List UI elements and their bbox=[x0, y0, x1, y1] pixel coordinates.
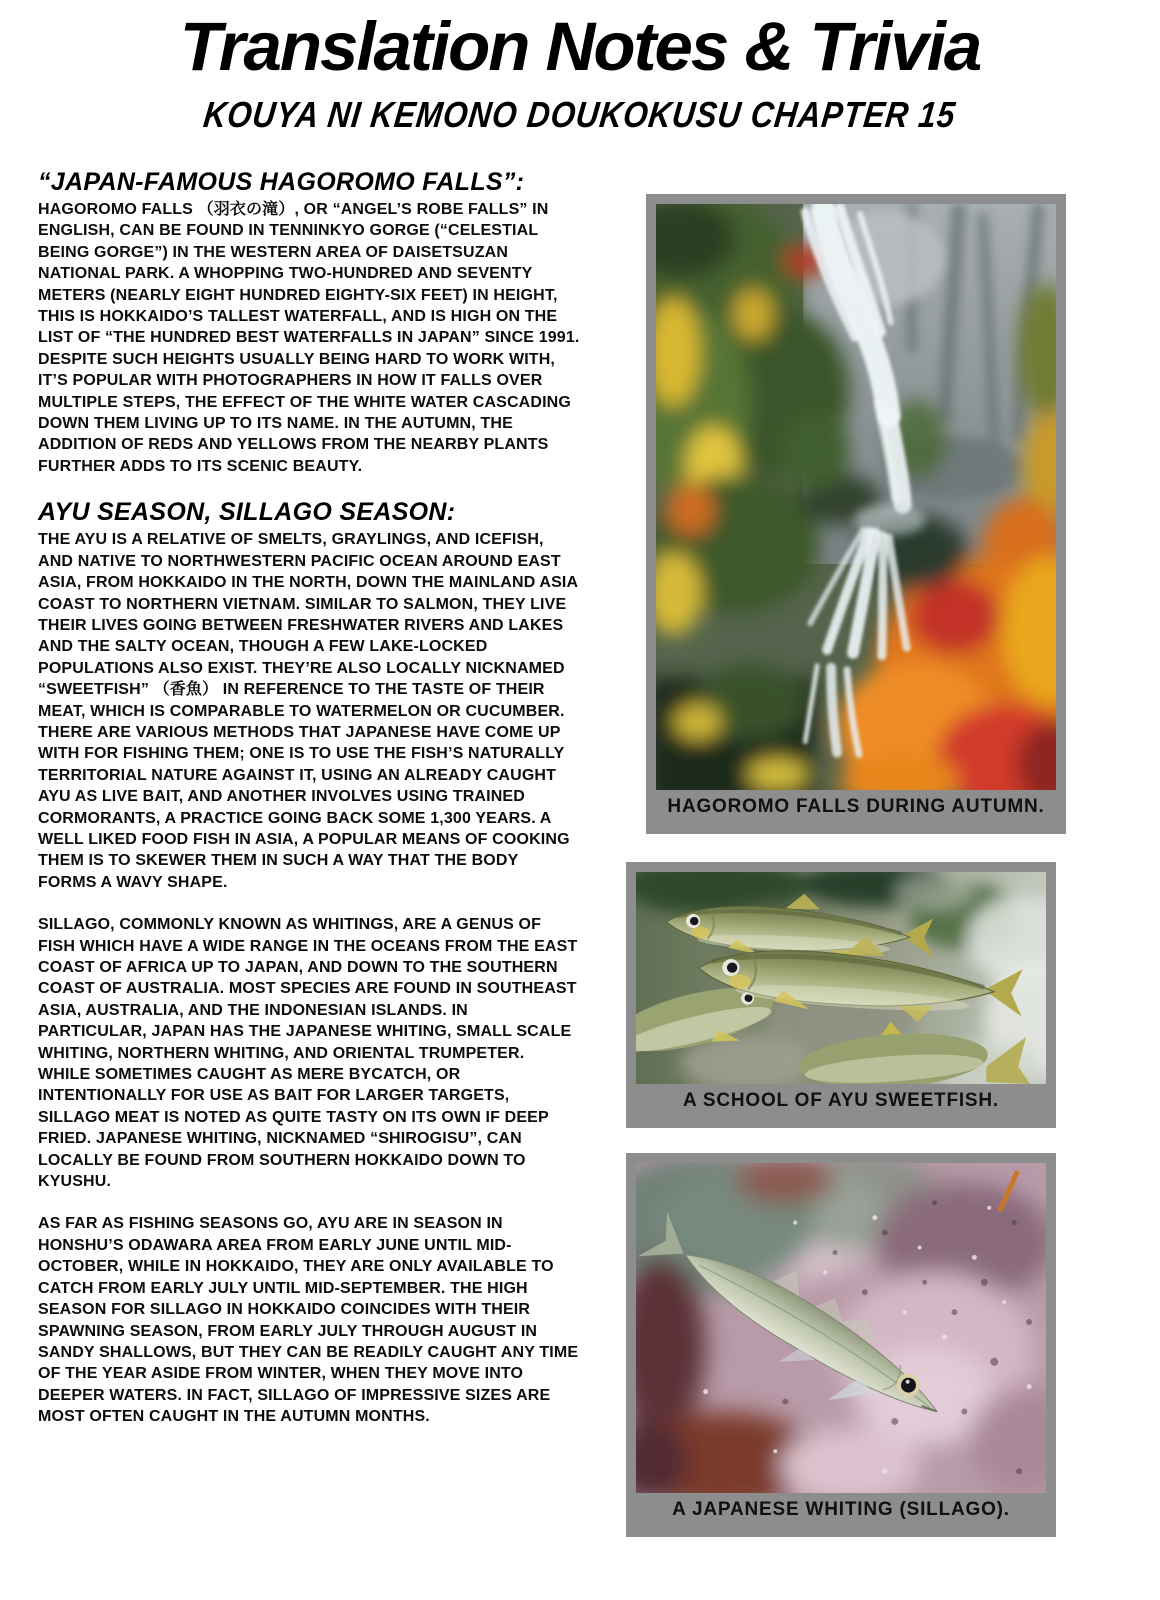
japanese-whiting-photo bbox=[636, 1163, 1046, 1493]
section-paragraph: AS FAR AS FISHING SEASONS GO, AYU ARE IN SEASON IN HONSHU’S ODAWARA AREA FROM EARLY JUNE UNTIL MID-OCTOBER, WHILE IN HOKKAIDO, THEY ARE ONLY AVAILABLE TO CATCH FROM EARLY JULY UNTIL MID-SEPTEMBER. THE HIGH SEASON FOR SILLAGO IN HOKKAIDO COINCIDES WITH THEIR SPAWNING SEASON, FROM EARLY JULY THROUGH AUGUST IN SANDY SHALLOWS, BUT THEY CAN BE READILY CAUGHT ANY TIME OF THE YEAR ASIDE FROM WINTER, WHEN THEY MOVE INTO DEEPER WATERS. IN FACT, SILLAGO OF IMPRESSIVE SIZES ARE MOST OFTEN CAUGHT IN THE AUTUMN MONTHS. bbox=[38, 1215, 579, 1426]
section-heading: “JAPAN-FAMOUS HAGOROMO FALLS”: bbox=[38, 168, 525, 196]
section-paragraph: THE AYU IS A RELATIVE OF SMELTS, GRAYLINGS, AND ICEFISH, AND NATIVE TO NORTHWESTERN PACIFIC OCEAN AROUND EAST ASIA, FROM HOKKAIDO IN THE NORTH, DOWN THE MAINLAND ASIA COAST TO NORTHERN VIETNAM. SIMILAR TO SALMON, THEY LIVE THEIR LIVES GOING BETWEEN FRESHWATER RIVERS AND LAKES AND THE SALTY OCEAN, THOUGH A FEW LAKE-LOCKED POPULATIONS ALSO EXIST. THEY’RE ALSO LOCALLY NICKNAMED “SWEETFISH” （香魚） IN REFERENCE TO THE TASTE OF THEIR MEAT, WHICH IS COMPARABLE TO WATERMELON OR CUCUMBER. THERE ARE VARIOUS METHODS THAT JAPANESE HAVE COME UP WITH FOR FISHING THEM; ONE IS TO USE THE FISH’S NATURALLY TERRITORIAL NATURE AGAINST IT, USING AN ALREADY CAUGHT AYU AS LIVE BAIT, AND ANOTHER INVOLVES USING TRAINED CORMORANTS, A PRACTICE GOING BACK SOME 1,300 YEARS. A WELL LIKED FOOD FISH IN ASIA, A POPULAR MEANS OF COOKING THEM IS TO SKEWER THEM IN SUCH A WAY THAT THE BODY FORMS A WAVY SHAPE. bbox=[38, 531, 578, 891]
figure-japanese-whiting bbox=[626, 1153, 1056, 1537]
section-hagoromo-falls bbox=[38, 168, 580, 477]
hagoromo-falls-photo bbox=[656, 204, 1056, 790]
figure-caption: A JAPANESE WHITING (SILLAGO). bbox=[672, 1499, 1010, 1520]
figure-ayu-school bbox=[626, 862, 1056, 1128]
section-paragraph: HAGOROMO FALLS （羽衣の滝）, OR “ANGEL’S ROBE FALLS” IN ENGLISH, CAN BE FOUND IN TENNINKYO GORGE (“CELESTIAL BEING GORGE”) IN THE WESTERN AREA OF DAISETSUZAN NATIONAL PARK. A WHOPPING TWO-HUNDRED AND SEVENTY METERS (NEARLY EIGHT HUNDRED EIGHTY-SIX FEET) IN HEIGHT, THIS IS HOKKAIDO’S TALLEST WATERFALL, AND IS HIGH ON THE LIST OF “THE HUNDRED BEST WATERFALLS IN JAPAN” SINCE 1991. DESPITE SUCH HEIGHTS USUALLY BEING HARD TO WORK WITH, IT’S POPULAR WITH PHOTOGRAPHERS IN HOW IT FALLS OVER MULTIPLE STEPS, THE EFFECT OF THE WHITE WATER CASCADING DOWN THEM LIVING UP TO ITS NAME. IN THE AUTUMN, THE ADDITION OF REDS AND YELLOWS FROM THE NEARBY PLANTS FURTHER ADDS TO ITS SCENIC BEAUTY. bbox=[38, 201, 580, 475]
figure-caption: A SCHOOL OF AYU SWEETFISH. bbox=[682, 1090, 1000, 1111]
page-header bbox=[0, 4, 1160, 134]
section-heading: AYU SEASON, SILLAGO SEASON: bbox=[38, 498, 456, 527]
figure-caption: HAGOROMO FALLS DURING AUTUMN. bbox=[667, 796, 1045, 817]
figure-hagoromo-falls bbox=[646, 194, 1066, 834]
section-ayu-sillago bbox=[38, 498, 580, 1427]
section-paragraph: SILLAGO, COMMONLY KNOWN AS WHITINGS, ARE A GENUS OF FISH WHICH HAVE A WIDE RANGE IN THE OCEANS FROM THE EAST COAST OF AFRICA UP TO JAPAN, AND DOWN TO THE SOUTHERN COAST OF AUSTRALIA. MOST SPECIES ARE FOUND IN SOUTHEAST ASIA, AUSTRALIA, AND THE INDONESIAN ISLANDS. IN PARTICULAR, JAPAN HAS THE JAPANESE WHITING, SMALL SCALE WHITING, NORTHERN WHITING, AND ORIENTAL TRUMPETER. WHILE SOMETIMES CAUGHT AS MERE BYCATCH, OR INTENTIONALLY FOR USE AS BAIT FOR LARGER TARGETS, SILLAGO MEAT IS NOTED AS QUITE TASTY ON ITS OWN IF DEEP FRIED. JAPANESE WHITING, NICKNAMED “SHIROGISU”, CAN LOCALLY BE FOUND FROM SOUTHERN HOKKAIDO DOWN TO KYUSHU. bbox=[38, 916, 578, 1191]
notes-column bbox=[38, 168, 580, 1449]
ayu-school-photo bbox=[636, 872, 1046, 1084]
page-title: Translation Notes & Trivia bbox=[179, 8, 981, 85]
page-subtitle: KOUYA NI KEMONO DOUKOKUSU CHAPTER 15 bbox=[201, 94, 959, 135]
